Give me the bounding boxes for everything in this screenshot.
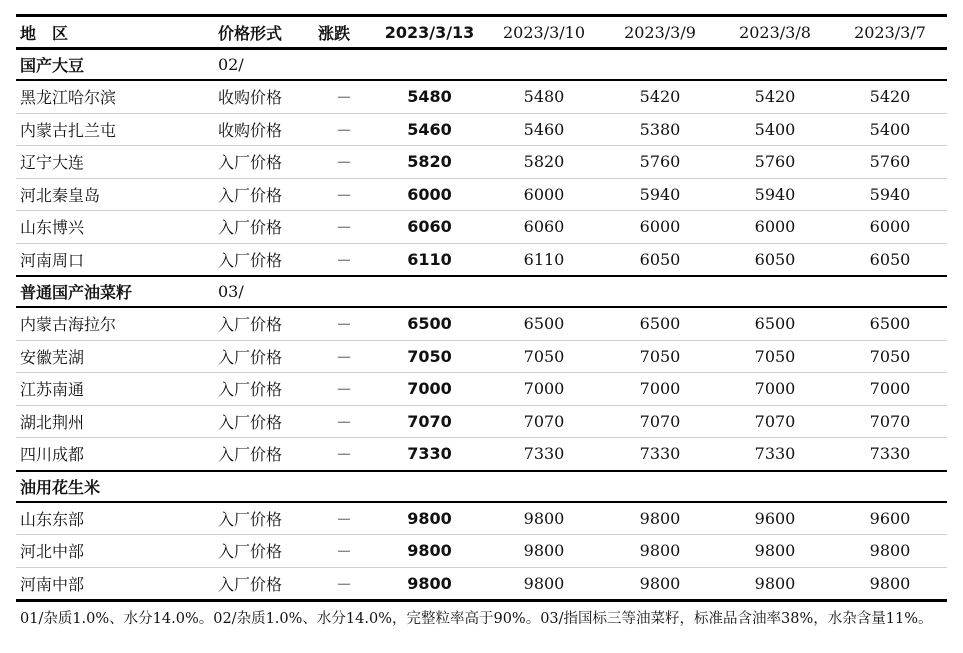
price-cell: 5380	[603, 113, 717, 146]
header-region: 地 区	[16, 16, 214, 49]
change-cell: －	[314, 340, 374, 373]
price-form-cell: 入厂价格	[214, 146, 314, 179]
table-row	[16, 146, 947, 179]
price-form-cell: 收购价格	[214, 80, 314, 113]
table-row	[16, 243, 947, 276]
section-header-row	[16, 471, 947, 502]
price-cell: 9600	[833, 502, 947, 535]
price-form-cell: 入厂价格	[214, 502, 314, 535]
section-empty-cell	[717, 49, 833, 81]
price-cell: 7050	[833, 340, 947, 373]
price-cell: 7000	[603, 373, 717, 406]
price-form-cell: 入厂价格	[214, 340, 314, 373]
region-cell: 内蒙古海拉尔	[16, 307, 214, 340]
price-cell: 5400	[833, 113, 947, 146]
price-cell: 7330	[603, 438, 717, 471]
latest-price-cell: 5820	[374, 146, 485, 179]
table-header	[16, 16, 947, 49]
price-cell: 7070	[485, 405, 603, 438]
price-cell: 9800	[485, 567, 603, 601]
section-empty-cell	[603, 471, 717, 502]
table-row	[16, 178, 947, 211]
change-cell: －	[314, 178, 374, 211]
price-cell: 9800	[833, 535, 947, 568]
price-cell: 7050	[485, 340, 603, 373]
latest-price-cell: 5460	[374, 113, 485, 146]
section-header-row	[16, 276, 947, 307]
price-cell: 5760	[603, 146, 717, 179]
latest-price-cell: 6000	[374, 178, 485, 211]
latest-price-cell: 9800	[374, 535, 485, 568]
section-empty-cell	[603, 49, 717, 81]
footnote: 01/杂质1.0%、水分14.0%。02/杂质1.0%、水分14.0%，完整粒率高于90%。03/指国标三等油菜籽，标准品含油率38%，水杂含量11%。	[20, 611, 933, 627]
price-cell: 6500	[603, 307, 717, 340]
price-form-cell: 入厂价格	[214, 535, 314, 568]
change-cell: －	[314, 113, 374, 146]
section-note: 03/	[214, 276, 314, 307]
price-cell: 9600	[717, 502, 833, 535]
section-empty-cell	[717, 276, 833, 307]
section-empty-cell	[833, 49, 947, 81]
price-cell: 5420	[717, 80, 833, 113]
price-cell: 5940	[833, 178, 947, 211]
price-form-cell: 入厂价格	[214, 405, 314, 438]
price-cell: 5820	[485, 146, 603, 179]
price-cell: 7330	[485, 438, 603, 471]
section-empty-cell	[717, 471, 833, 502]
change-cell: －	[314, 373, 374, 406]
price-cell: 9800	[833, 567, 947, 601]
section-empty-cell	[314, 49, 374, 81]
latest-price-cell: 5480	[374, 80, 485, 113]
section-empty-cell	[485, 276, 603, 307]
price-form-cell: 入厂价格	[214, 243, 314, 276]
table-bottom-rule	[16, 601, 947, 603]
price-cell: 6060	[485, 211, 603, 244]
price-cell: 5940	[717, 178, 833, 211]
table-row	[16, 438, 947, 471]
latest-price-cell: 9800	[374, 502, 485, 535]
table-body	[16, 49, 947, 601]
section-empty-cell	[485, 49, 603, 81]
price-form-cell: 入厂价格	[214, 438, 314, 471]
header-date-1: 2023/3/13	[374, 16, 485, 49]
price-cell: 5400	[717, 113, 833, 146]
price-cell: 6110	[485, 243, 603, 276]
price-cell: 5460	[485, 113, 603, 146]
change-cell: －	[314, 405, 374, 438]
table-row	[16, 373, 947, 406]
table-row	[16, 502, 947, 535]
latest-price-cell: 7070	[374, 405, 485, 438]
price-cell: 7070	[603, 405, 717, 438]
price-cell: 9800	[717, 567, 833, 601]
table-row	[16, 80, 947, 113]
price-form-cell: 入厂价格	[214, 307, 314, 340]
region-cell: 河南周口	[16, 243, 214, 276]
region-cell: 安徽芜湖	[16, 340, 214, 373]
price-cell: 7070	[833, 405, 947, 438]
section-empty-cell	[374, 276, 485, 307]
section-title: 国产大豆	[16, 49, 214, 81]
latest-price-cell: 7050	[374, 340, 485, 373]
price-cell: 6000	[717, 211, 833, 244]
header-price-form: 价格形式	[214, 16, 314, 49]
price-cell: 5420	[603, 80, 717, 113]
region-cell: 辽宁大连	[16, 146, 214, 179]
price-form-cell: 入厂价格	[214, 373, 314, 406]
header-date-4: 2023/3/8	[717, 16, 833, 49]
price-cell: 7000	[717, 373, 833, 406]
header-date-2: 2023/3/10	[485, 16, 603, 49]
region-cell: 山东博兴	[16, 211, 214, 244]
section-empty-cell	[314, 471, 374, 502]
price-cell: 6500	[485, 307, 603, 340]
region-cell: 河北秦皇岛	[16, 178, 214, 211]
latest-price-cell: 6060	[374, 211, 485, 244]
price-cell: 6000	[485, 178, 603, 211]
region-cell: 河北中部	[16, 535, 214, 568]
price-form-cell: 收购价格	[214, 113, 314, 146]
section-note	[214, 471, 314, 502]
price-cell: 7070	[717, 405, 833, 438]
price-cell: 7330	[717, 438, 833, 471]
price-cell: 6000	[603, 211, 717, 244]
latest-price-cell: 7330	[374, 438, 485, 471]
price-cell: 7330	[833, 438, 947, 471]
price-cell: 9800	[603, 567, 717, 601]
latest-price-cell: 7000	[374, 373, 485, 406]
price-table	[16, 14, 947, 602]
price-form-cell: 入厂价格	[214, 211, 314, 244]
section-empty-cell	[603, 276, 717, 307]
region-cell: 四川成都	[16, 438, 214, 471]
table-row	[16, 405, 947, 438]
price-cell: 6050	[603, 243, 717, 276]
section-note: 02/	[214, 49, 314, 81]
price-cell: 7050	[603, 340, 717, 373]
table-row	[16, 340, 947, 373]
change-cell: －	[314, 567, 374, 601]
section-empty-cell	[374, 49, 485, 81]
section-empty-cell	[374, 471, 485, 502]
region-cell: 江苏南通	[16, 373, 214, 406]
header-date-5: 2023/3/7	[833, 16, 947, 49]
region-cell: 山东东部	[16, 502, 214, 535]
table-row	[16, 211, 947, 244]
section-header-row	[16, 49, 947, 81]
price-cell: 9800	[717, 535, 833, 568]
change-cell: －	[314, 211, 374, 244]
table-row	[16, 113, 947, 146]
price-cell: 9800	[485, 535, 603, 568]
section-empty-cell	[833, 276, 947, 307]
price-cell: 9800	[603, 535, 717, 568]
price-cell: 5940	[603, 178, 717, 211]
price-cell: 5420	[833, 80, 947, 113]
price-cell: 6050	[717, 243, 833, 276]
section-empty-cell	[314, 276, 374, 307]
change-cell: －	[314, 243, 374, 276]
region-cell: 湖北荆州	[16, 405, 214, 438]
latest-price-cell: 6500	[374, 307, 485, 340]
change-cell: －	[314, 80, 374, 113]
price-cell: 6500	[833, 307, 947, 340]
price-cell: 7000	[485, 373, 603, 406]
table-row	[16, 567, 947, 601]
section-empty-cell	[485, 471, 603, 502]
section-empty-cell	[833, 471, 947, 502]
price-cell: 5760	[717, 146, 833, 179]
table-row	[16, 307, 947, 340]
region-cell: 河南中部	[16, 567, 214, 601]
price-table-container	[16, 14, 947, 602]
price-cell: 9800	[485, 502, 603, 535]
price-cell: 5480	[485, 80, 603, 113]
latest-price-cell: 6110	[374, 243, 485, 276]
price-cell: 6500	[717, 307, 833, 340]
price-cell: 7000	[833, 373, 947, 406]
price-form-cell: 入厂价格	[214, 567, 314, 601]
price-form-cell: 入厂价格	[214, 178, 314, 211]
section-title: 普通国产油菜籽	[16, 276, 214, 307]
price-cell: 6050	[833, 243, 947, 276]
latest-price-cell: 9800	[374, 567, 485, 601]
header-date-3: 2023/3/9	[603, 16, 717, 49]
price-cell: 5760	[833, 146, 947, 179]
change-cell: －	[314, 146, 374, 179]
table-row	[16, 535, 947, 568]
header-change: 涨跌	[314, 16, 374, 49]
price-cell: 9800	[603, 502, 717, 535]
change-cell: －	[314, 438, 374, 471]
region-cell: 黑龙江哈尔滨	[16, 80, 214, 113]
change-cell: －	[314, 535, 374, 568]
change-cell: －	[314, 307, 374, 340]
price-cell: 6000	[833, 211, 947, 244]
section-title: 油用花生米	[16, 471, 214, 502]
change-cell: －	[314, 502, 374, 535]
price-cell: 7050	[717, 340, 833, 373]
region-cell: 内蒙古扎兰屯	[16, 113, 214, 146]
